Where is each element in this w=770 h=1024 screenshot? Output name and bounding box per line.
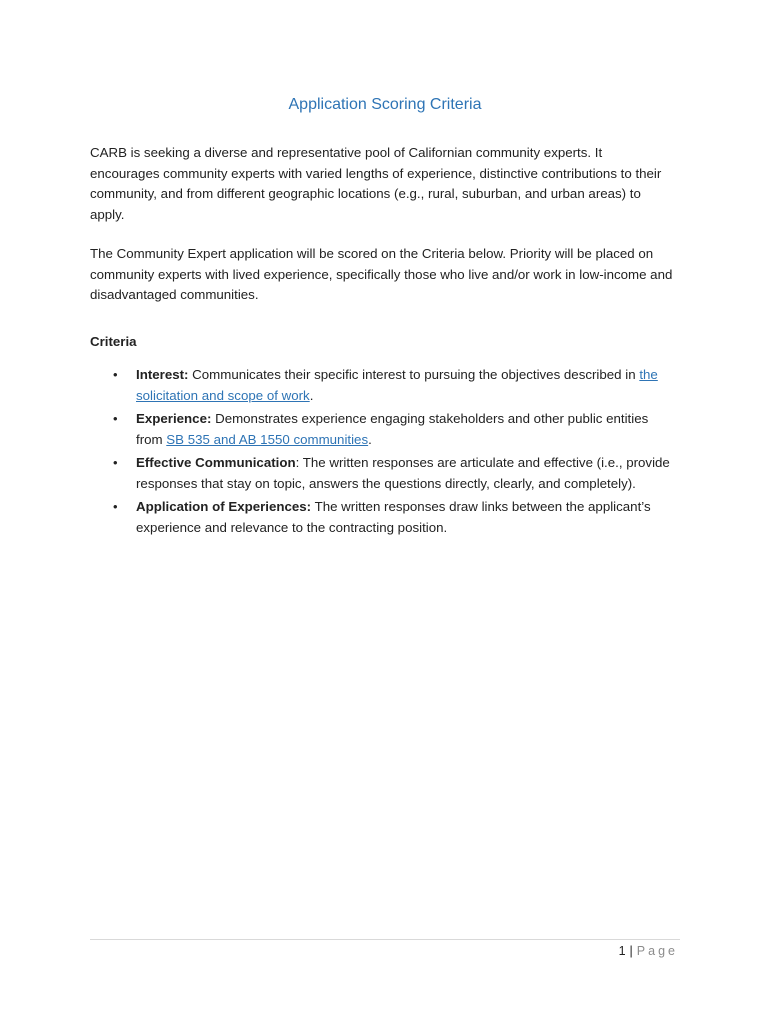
bullet-icon: •	[113, 455, 118, 470]
criteria-text: The written responses draw links between the applicant’s experience and relevance to the contracting position.	[136, 499, 651, 535]
intro-paragraph: CARB is seeking a diverse and representative pool of Californian community experts. It encourages community experts with varied lengths of experience, distinctive contributions to their community, and from different geographic locations (e.g., rural, suburban, and urban areas) to apply.	[90, 145, 662, 222]
criteria-text: : The written responses are articulate and effective (i.e., provide responses that stay on topic, answers the questions directly, clearly, and completely).	[136, 455, 670, 491]
bullet-icon: •	[113, 367, 118, 382]
criteria-term: Interest:	[136, 367, 189, 382]
bullet-icon: •	[113, 499, 118, 514]
criteria-term: Application of Experiences:	[136, 499, 312, 514]
priority-paragraph: The Community Expert application will be scored on the Criteria below. Priority will be placed on community experts with lived experience, specifically those who live and/or work in low-income and disadvantaged communities.	[90, 246, 673, 302]
criteria-text: Communicates their specific interest to pursuing the objectives described in	[188, 367, 640, 382]
solicitation-scope-link[interactable]: the solicitation and scope of work	[136, 367, 658, 403]
criteria-item-application-of-experiences	[90, 497, 675, 538]
page-number: 1	[618, 944, 626, 958]
criteria-list	[90, 365, 675, 541]
criteria-heading: Criteria	[90, 334, 137, 349]
criteria-text: Demonstrates experience engaging stakeholders and other public entities from	[136, 411, 649, 447]
page-label: Page	[636, 944, 678, 958]
footer-separator: |	[629, 944, 633, 958]
sb535-ab1550-communities-link[interactable]: SB 535 and AB 1550 communities	[166, 431, 369, 447]
criteria-text-end: .	[309, 387, 314, 403]
criteria-term: Effective Communication	[136, 455, 296, 470]
criteria-item-experience	[90, 409, 675, 450]
page-footer	[619, 944, 678, 958]
footer-divider	[90, 939, 680, 940]
bullet-icon: •	[113, 411, 118, 426]
page-title: Application Scoring Criteria	[288, 96, 482, 113]
criteria-term: Experience:	[136, 411, 212, 426]
criteria-item-effective-communication	[90, 453, 675, 494]
criteria-item-interest	[90, 365, 675, 406]
criteria-text-end: .	[368, 431, 372, 447]
